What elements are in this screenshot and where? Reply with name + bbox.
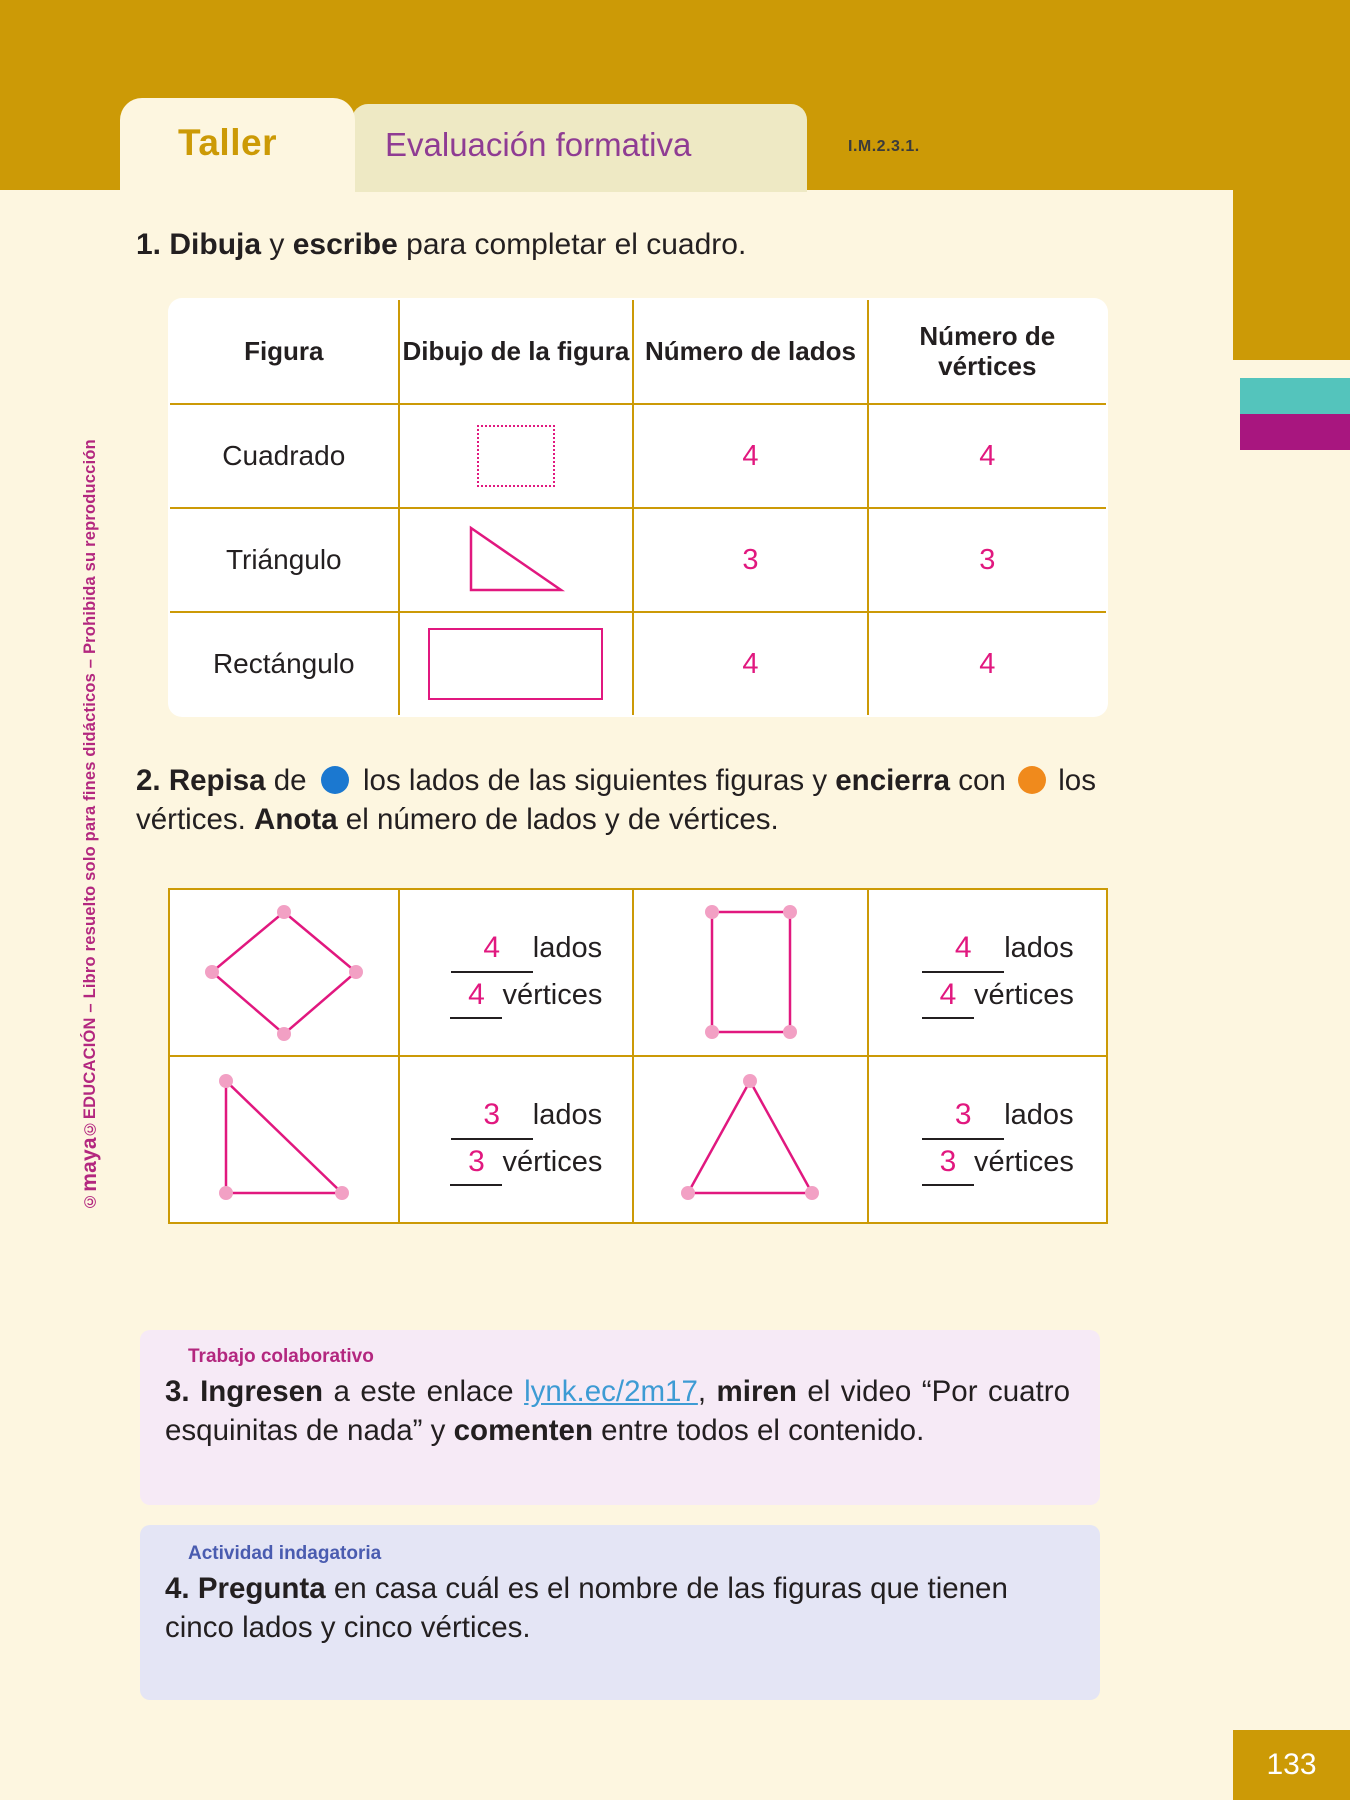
isoceles-triangle-shape <box>650 1065 850 1215</box>
exercise4-text <box>165 1569 1075 1647</box>
answer-lados-line <box>891 1093 1105 1140</box>
color-chip-magenta <box>1240 414 1350 450</box>
exercise2-number: 2. <box>136 764 161 797</box>
exercise3-text <box>165 1372 1070 1450</box>
exercise2-t6: los vértices. <box>136 764 1096 836</box>
answer-vertices-label: vértices <box>973 1145 1074 1178</box>
table-row <box>169 1056 1107 1223</box>
standard-code: I.M.2.3.1. <box>848 138 920 155</box>
exercise3-box <box>140 1330 1100 1505</box>
exercise3-t2: a este enlace <box>323 1375 525 1408</box>
exercise4-box <box>140 1525 1100 1700</box>
answer-lados-label: lados <box>532 932 603 964</box>
answer-lados-value[interactable]: 4 <box>922 926 1004 973</box>
answer-lados-label: lados <box>1004 932 1074 964</box>
tab-taller[interactable] <box>120 98 355 193</box>
exercise3-number: 3. <box>165 1375 190 1408</box>
exercise3-bold-miren: miren <box>716 1375 797 1408</box>
exercise1-prompt <box>136 228 746 262</box>
answer-lados-label: lados <box>1004 1099 1074 1131</box>
answer-vertices-label: vértices <box>502 978 603 1011</box>
exercise1-bold-escribe: escribe <box>292 228 398 261</box>
lados-cuadrado[interactable]: 4 <box>633 404 867 508</box>
header-vertices: Número de vértices <box>868 299 1107 404</box>
answer-cell-right-triangle[interactable] <box>399 1056 633 1223</box>
answer-cell-diamond[interactable] <box>399 889 633 1056</box>
drawing-cell-rectangulo[interactable] <box>399 612 634 716</box>
table-row <box>169 889 1107 1056</box>
answer-vertices-line <box>891 973 1105 1020</box>
answer-vertices-value[interactable]: 3 <box>450 1140 502 1187</box>
vertices-triangulo[interactable]: 3 <box>868 508 1107 612</box>
exercise3-bold-ingresen: Ingresen <box>200 1375 324 1408</box>
exercise2-prompt <box>136 762 1096 840</box>
row-label-cuadrado: Cuadrado <box>169 404 399 508</box>
exercise3-t3: , <box>697 1375 717 1408</box>
lados-rectangulo[interactable]: 4 <box>633 612 867 716</box>
row-label-triangulo: Triángulo <box>169 508 399 612</box>
vertices-cuadrado[interactable]: 4 <box>868 404 1107 508</box>
diamond-shape <box>184 898 384 1048</box>
tab-evaluacion-formativa[interactable] <box>352 104 807 192</box>
exercise2-t8: el número de lados y de vértices. <box>337 802 779 836</box>
exercise3-tag: Trabajo colaborativo <box>188 1346 374 1367</box>
external-link[interactable]: lynk.ec/2m17 <box>524 1375 698 1408</box>
drawing-cell-triangulo[interactable] <box>399 508 634 612</box>
answer-vertices-value[interactable]: 4 <box>922 973 974 1020</box>
answer-vertices-label: vértices <box>973 978 1074 1011</box>
shape-cell-right-triangle[interactable] <box>169 1056 399 1223</box>
exercise2-t3: los lados de las siguientes figuras y <box>354 764 836 797</box>
answer-cell-isoceles-triangle[interactable] <box>868 1056 1107 1223</box>
answer-vertices-line <box>422 973 631 1020</box>
answer-vertices-line <box>422 1140 631 1187</box>
exercise1-bold-dibuja: Dibuja <box>169 228 262 261</box>
answer-lados-value[interactable]: 4 <box>451 926 533 973</box>
answer-vertices-value[interactable]: 4 <box>450 973 502 1020</box>
exercise1-number: 1. <box>136 228 162 261</box>
answer-vertices-line <box>891 1140 1105 1187</box>
exercise2-t2: de <box>265 764 315 797</box>
exercise2-bold-anota: Anota <box>254 802 338 836</box>
right-triangle-shape <box>451 520 581 600</box>
exercise2-t5: con <box>950 764 1015 797</box>
row-label-rectangulo: Rectángulo <box>169 612 399 716</box>
shape-cell-diamond[interactable] <box>169 889 399 1056</box>
rectangle-shape <box>428 628 603 700</box>
exercise4-t2: en casa cuál es el nombre de las figuras que tienen cinco lados y cinco vértices. <box>165 1572 1008 1645</box>
answer-lados-line <box>422 926 631 973</box>
exercise3-t5: el video “Por cuatro esquinitas de nada” y <box>165 1375 1070 1448</box>
blue-dot-icon <box>321 766 349 794</box>
table-row <box>169 404 1107 508</box>
answer-lados-value[interactable]: 3 <box>922 1093 1004 1140</box>
table-header-row <box>169 299 1107 404</box>
answer-cell-rectangle[interactable] <box>868 889 1107 1056</box>
answer-lados-label: lados <box>532 1099 603 1131</box>
exercise4-tag: Actividad indagatoria <box>188 1543 382 1564</box>
exercise3-bold-comenten: comenten <box>453 1414 593 1448</box>
right-triangle-shape <box>184 1065 384 1215</box>
square-dotted-shape <box>477 425 555 487</box>
exercise3-t7: entre todos el contenido. <box>592 1414 925 1448</box>
answer-lados-value[interactable]: 3 <box>451 1093 533 1140</box>
tab-taller-label: Taller <box>178 122 277 163</box>
exercise2-bold-encierra: encierra <box>835 764 951 797</box>
orange-dot-icon <box>1018 766 1046 794</box>
answer-lados-line <box>891 926 1105 973</box>
exercise1-mid: y <box>261 228 293 261</box>
answer-vertices-label: vértices <box>502 1145 603 1178</box>
figures-table <box>168 298 1108 717</box>
side-credit-text <box>78 439 118 1210</box>
page-number: 133 <box>1233 1730 1350 1800</box>
exercise4-number: 4. <box>165 1572 190 1605</box>
rectangle-vertical-shape <box>650 898 850 1048</box>
header-dibujo: Dibujo de la figura <box>399 299 634 404</box>
tab-evaluacion-label: Evaluación formativa <box>385 126 692 163</box>
side-credit-brand: ©maya <box>78 1137 101 1210</box>
shape-cell-rectangle[interactable] <box>633 889 868 1056</box>
drawing-cell-cuadrado[interactable] <box>399 404 634 508</box>
lados-triangulo[interactable]: 3 <box>633 508 867 612</box>
side-credit-body: ©EDUCACIÓN – Libro resuelto solo para fines didácticos – Prohibida su reproducción <box>81 439 99 1138</box>
exercise2-bold-repisa: Repisa <box>168 764 266 797</box>
header-figura: Figura <box>169 299 399 404</box>
answer-vertices-value[interactable]: 3 <box>922 1140 974 1187</box>
vertices-rectangulo[interactable]: 4 <box>868 612 1107 716</box>
shape-cell-isoceles-triangle[interactable] <box>633 1056 868 1223</box>
exercise4-bold-pregunta: Pregunta <box>197 1572 326 1605</box>
table-row <box>169 508 1107 612</box>
answers-table <box>168 888 1108 1224</box>
exercise1-rest: para completar el cuadro. <box>397 228 747 261</box>
color-chip-teal <box>1240 378 1350 414</box>
table-row <box>169 612 1107 716</box>
header-lados: Número de lados <box>633 299 867 404</box>
answer-lados-line <box>422 1093 631 1140</box>
